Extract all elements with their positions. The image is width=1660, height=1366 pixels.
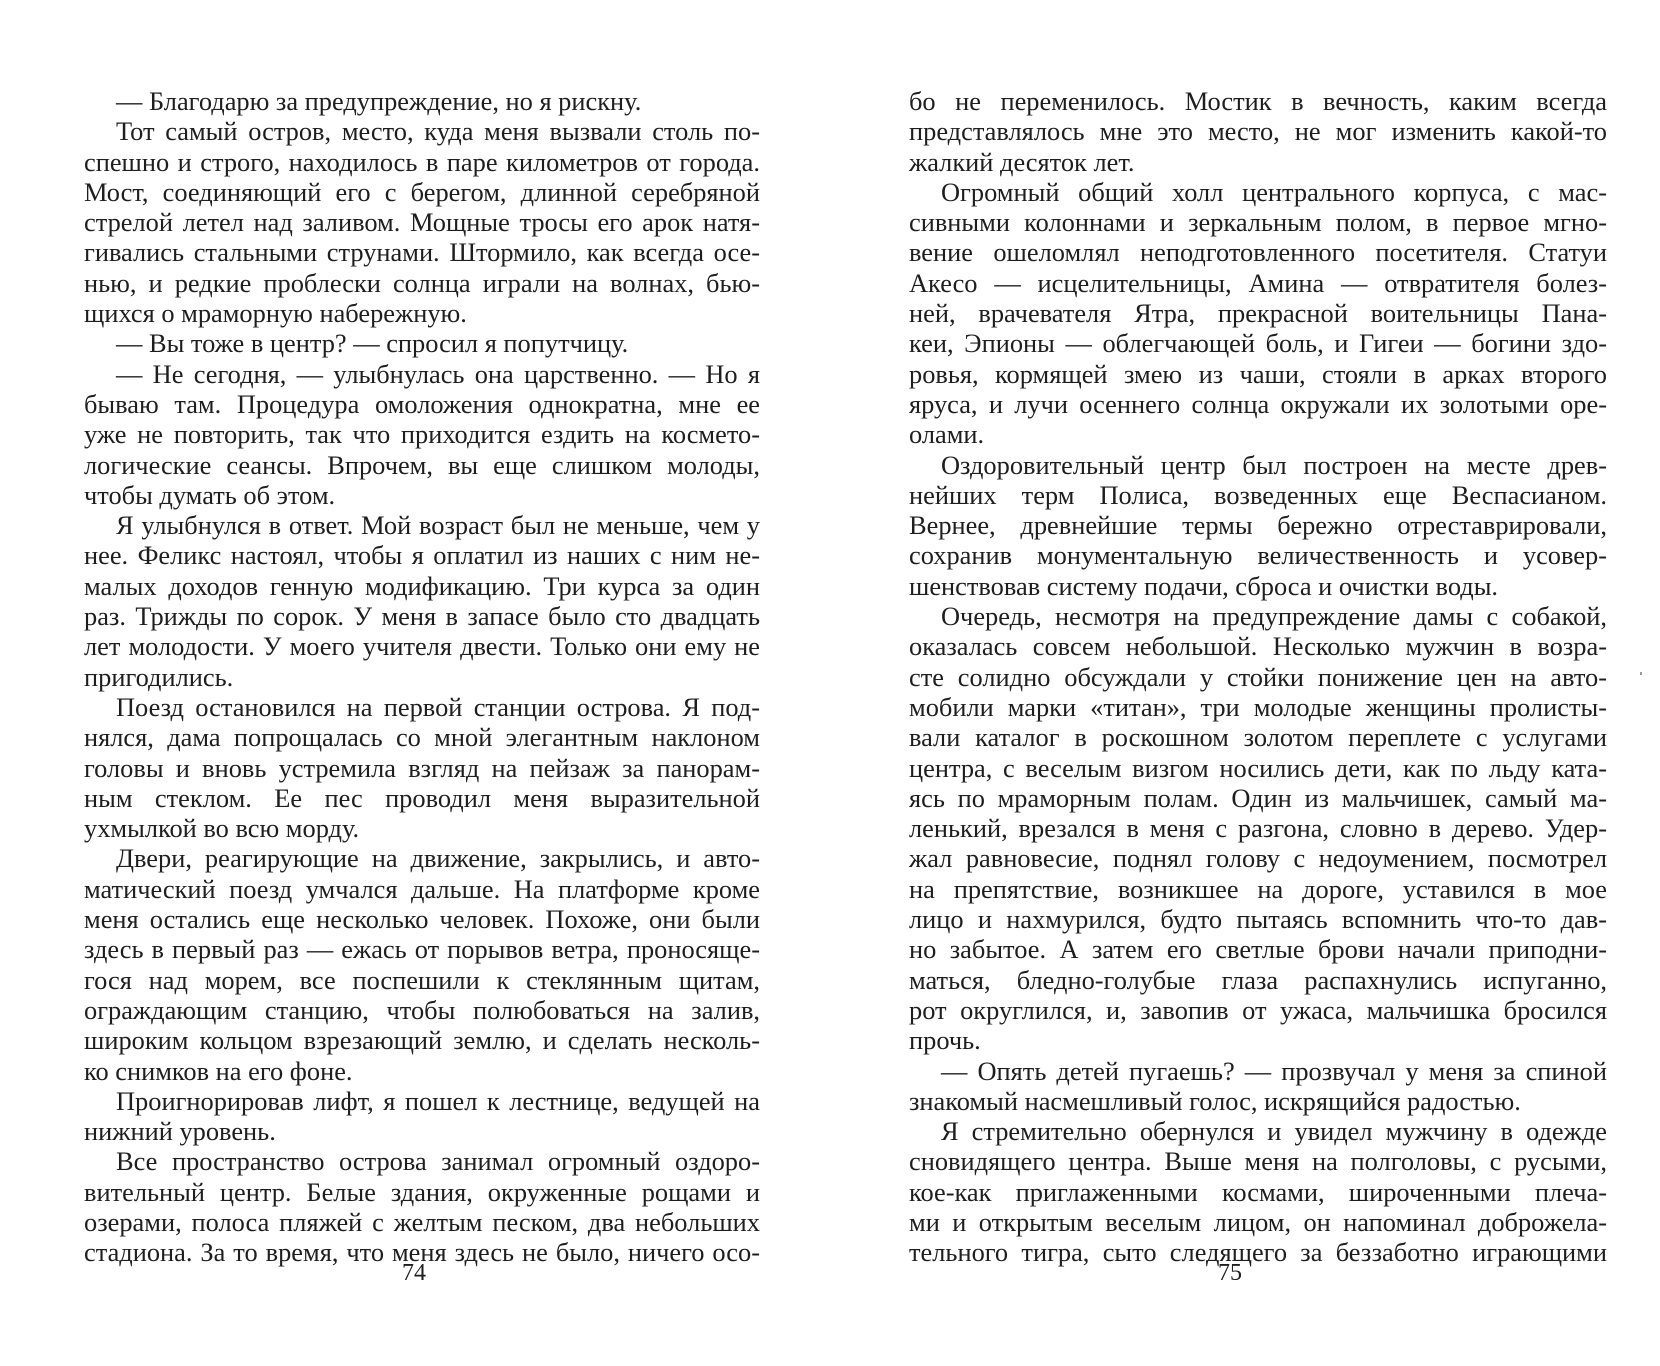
text-line: — Вы тоже в центр? — спросил я попутчицу. xyxy=(116,328,629,359)
text-line: Вернее, древнейшие термы бережно отреставрировали, xyxy=(909,510,1607,541)
text-line: здесь в первый раз — ежась от порывов ветра, проносяще- xyxy=(84,934,760,965)
text-line: малых доходов генную модификацию. Три курса за один xyxy=(84,570,760,601)
scan-speck xyxy=(1640,672,1642,675)
text-line: Проигнорировав лифт, я пошел к лестнице, ведущей на xyxy=(116,1085,760,1116)
text-line: тельного тигра, сыто следящего за беззаботно играющими xyxy=(909,1237,1607,1268)
right-page xyxy=(909,86,1607,1268)
text-line: вение ошеломлял неподготовленного посетителя. Статуи xyxy=(909,237,1607,268)
text-line: гивались стальными струнами. Штормило, как всегда осе- xyxy=(84,237,760,268)
text-line: — Опять детей пугаешь? — прозвучал у меня за спиной xyxy=(941,1055,1607,1086)
text-line: матический поезд умчался дальше. На платформе кроме xyxy=(84,873,760,904)
text-line: жалкий десяток лет. xyxy=(909,146,1135,177)
left-page-number: 74 xyxy=(402,1260,426,1286)
text-line: ко снимков на его фоне. xyxy=(84,1055,353,1086)
text-line: сте солидно обсуждали у стойки понижение цен на авто- xyxy=(909,661,1607,692)
text-line: ограждающим станцию, чтобы полюбоваться на залив, xyxy=(84,994,760,1025)
text-line: ясь по мраморным полам. Один из мальчишек, самый ма- xyxy=(909,782,1607,813)
text-line: на препятствие, возникшее на дороге, уставился в мое xyxy=(909,873,1607,904)
text-line: бо не переменилось. Мостик в вечность, каким всегда xyxy=(909,86,1607,116)
left-page-text xyxy=(84,86,760,1268)
text-line: пригодились. xyxy=(84,661,234,692)
text-line: ми и открытым веселым лицом, он напоминал доброжела- xyxy=(909,1206,1607,1237)
text-line: но забытое. А затем его светлые брови начали приподни- xyxy=(909,934,1607,965)
text-line: стрелой летел над заливом. Мощные тросы его арок натя- xyxy=(84,207,760,238)
text-line: нейших терм Полиса, возведенных еще Веспасианом. xyxy=(909,479,1607,510)
text-line: кеи, Эпионы — облегчающей боль, и Гигеи — богини здо- xyxy=(909,328,1607,359)
right-page-text xyxy=(909,86,1607,1268)
book-gutter xyxy=(829,0,830,1366)
text-line: Мост, соединяющий его с берегом, длинной серебряной xyxy=(84,176,760,207)
text-line: прочь. xyxy=(909,1025,981,1056)
text-line: рот округлился, и, завопив от ужаса, мальчишка бросился xyxy=(909,994,1607,1025)
text-line: меня остались еще несколько человек. Похоже, они были xyxy=(84,904,760,935)
text-line: Двери, реагирующие на движение, закрылись, и авто- xyxy=(116,843,760,874)
text-line: уже не повторить, так что приходится ездить на космето- xyxy=(84,419,760,450)
text-line: ным стеклом. Ее пес проводил меня выразительной xyxy=(84,782,760,813)
text-line: олами. xyxy=(909,419,985,450)
text-line: Очередь, несмотря на предупреждение дамы с собакой, xyxy=(941,601,1607,632)
text-line: спешно и строго, находилось в паре километров от города. xyxy=(84,146,760,177)
text-line: шенствовав систему подачи, сброса и очистки воды. xyxy=(909,570,1499,601)
text-line: Акесо — исцелительницы, Амина — отвратителя болез- xyxy=(909,267,1607,298)
text-line: жал равновесие, поднял голову с недоумением, посмотрел xyxy=(909,843,1607,874)
text-line: Я улыбнулся в ответ. Мой возраст был не меньше, чем у xyxy=(116,510,760,541)
text-line: сновидящего центра. Выше меня на полголовы, с русыми, xyxy=(909,1146,1607,1177)
text-line: головы и вновь устремила взгляд на пейзаж за панорам- xyxy=(84,752,760,783)
text-line: озерами, полоса пляжей с желтым песком, два небольших xyxy=(84,1206,760,1237)
text-line: представлялось мне это место, не мог изменить какой-то xyxy=(909,116,1607,147)
text-line: — Благодарю за предупреждение, но я рискну. xyxy=(116,86,642,116)
text-line: Все пространство острова занимал огромный оздоро- xyxy=(116,1146,760,1177)
text-line: гося над морем, все поспешили к стеклянным щитам, xyxy=(84,964,760,995)
text-line: маться, бледно-голубые глаза распахнулись испуганно, xyxy=(909,964,1607,995)
text-line: нее. Феликс настоял, чтобы я оплатил из наших с ним не- xyxy=(84,540,760,571)
text-line: ленький, врезался в меня с разгона, словно в дерево. Удер- xyxy=(909,813,1607,844)
text-line: сохранив монументальную величественность и усовер- xyxy=(909,540,1607,571)
text-line: нью, и редкие проблески солнца играли на волнах, бью- xyxy=(84,267,760,298)
text-line: сивными колоннами и зеркальным полом, в первое мгно- xyxy=(909,207,1607,238)
text-line: нялся, дама попрощалась со мной элегантным наклоном xyxy=(84,722,760,753)
text-line: логические сеансы. Впрочем, вы еще слишком молоды, xyxy=(84,449,760,480)
text-line: ней, врачевателя Ятра, прекрасной воительницы Пана- xyxy=(909,298,1607,329)
text-line: Оздоровительный центр был построен на месте древ- xyxy=(941,449,1607,480)
text-line: кое-как приглаженными космами, широченными плеча- xyxy=(909,1176,1607,1207)
text-line: оказалась совсем небольшой. Несколько мужчин в возра- xyxy=(909,631,1607,662)
text-line: мобили марки «титан», три молодые женщины пролисты- xyxy=(909,691,1607,722)
text-line: чтобы думать об этом. xyxy=(84,479,336,510)
text-line: раз. Трижды по сорок. У меня в запасе было сто двадцать xyxy=(84,601,760,632)
right-page-number: 75 xyxy=(1218,1260,1242,1286)
text-line: Огромный общий холл центрального корпуса, с мас- xyxy=(941,176,1607,207)
text-line: ровья, кормящей змею из чаши, стояли в арках второго xyxy=(909,358,1607,389)
text-line: центра, с веселым визгом носились дети, как по льду ката- xyxy=(909,752,1607,783)
text-line: стадиона. За то время, что меня здесь не было, ничего осо- xyxy=(84,1237,760,1268)
text-line: ухмылкой во всю морду. xyxy=(84,813,360,844)
text-line: нижний уровень. xyxy=(84,1116,276,1147)
left-page xyxy=(84,86,760,1268)
text-line: щихся о мраморную набережную. xyxy=(84,298,467,329)
text-line: широким кольцом взрезающий землю, и сделать несколь- xyxy=(84,1025,760,1056)
text-line: Тот самый остров, место, куда меня вызвали столь по- xyxy=(116,116,760,147)
text-line: — Не сегодня, — улыбнулась она царственно. — Но я xyxy=(116,358,760,389)
text-line: знакомый насмешливый голос, искрящийся радостью. xyxy=(909,1085,1521,1116)
text-line: лицо и нахмурился, будто пытаясь вспомнить что-то дав- xyxy=(909,904,1607,935)
text-line: лет молодости. У моего учителя двести. Только они ему не xyxy=(84,631,760,662)
text-line: яруса, и лучи осеннего солнца окружали их золотыми оре- xyxy=(909,388,1607,419)
text-line: вительный центр. Белые здания, окруженные рощами и xyxy=(84,1176,760,1207)
text-line: Поезд остановился на первой станции острова. Я под- xyxy=(116,691,760,722)
text-line: Я стремительно обернулся и увидел мужчину в одежде xyxy=(941,1116,1607,1147)
text-line: бываю там. Процедура омоложения однократна, мне ее xyxy=(84,388,760,419)
text-line: вали каталог в роскошном золотом переплете с услугами xyxy=(909,722,1607,753)
